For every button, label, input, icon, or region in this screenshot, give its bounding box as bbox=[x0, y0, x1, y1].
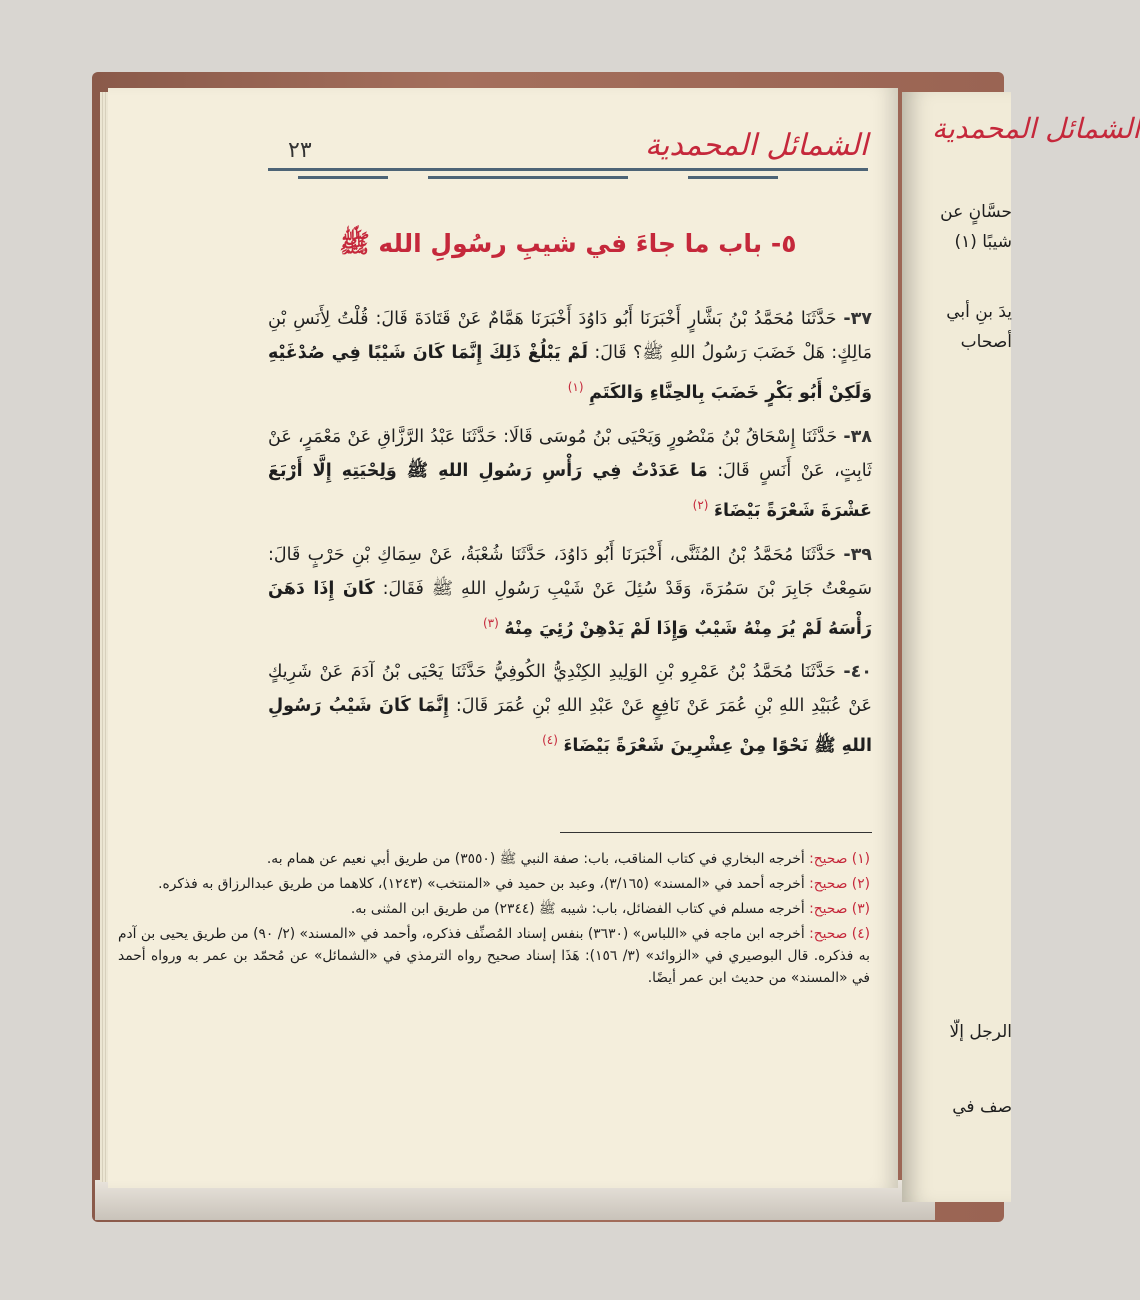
header-rule-segment bbox=[508, 176, 628, 179]
right-text-fragment: أصحاب bbox=[960, 332, 1012, 352]
hadith-number: ٣٨- bbox=[843, 426, 872, 447]
header-rule bbox=[268, 168, 868, 171]
header-rule-segment bbox=[688, 176, 778, 179]
hadith-matn: لَمْ يَبْلُغْ ذَلِكَ إِنَّمَا كَانَ شَيْبًا فِي صُدْغَيْهِ وَلَكِنْ أَبُو بَكْرٍ خَضَبَ بِالحِنَّاءِ وَالكَتَمِ bbox=[268, 343, 872, 403]
right-running-title: الشمائل المحمدية bbox=[932, 112, 1140, 145]
hadith-38 bbox=[268, 420, 872, 528]
footnote-ref: (٢) bbox=[692, 497, 709, 512]
hadith-body bbox=[268, 302, 872, 773]
header-rule-segment bbox=[298, 176, 388, 179]
right-text-fragment: يدَ بنِ أبي bbox=[946, 302, 1012, 322]
hadith-text: حَدَّثَنَا إِسْحَاقُ بْنُ مَنْصُورٍ وَيَحْيَى بْنُ مُوسَى قَالَا: حَدَّثَنَا عَبْدُ الرَّزَّاقِ عَنْ مَعْمَرٍ، عَنْ ثَابِتٍ، عَنْ أَنَسٍ قَالَ: bbox=[268, 426, 872, 481]
footnote-text: أخرجه البخاري في كتاب المناقب، باب: صفة النبي ﷺ (٣٥٥٠) من طريق أبي نعيم عن همام به. bbox=[266, 851, 805, 867]
footnote-label: (٤) صحيح: bbox=[809, 926, 870, 942]
footnote-3 bbox=[118, 898, 870, 920]
footnote-ref: (٣) bbox=[482, 615, 499, 630]
footnote-ref: (١) bbox=[567, 380, 584, 394]
hadith-matn: إِنَّمَا كَانَ شَيْبُ رَسُولِ اللهِ ﷺ نَحْوًا مِنْ عِشْرِينَ شَعْرَةً بَيْضَاءَ bbox=[268, 696, 872, 757]
hadith-text: حَدَّثَنَا مُحَمَّدُ بْنُ بَشَّارٍ أَخْبَرَنَا أَبُو دَاوُدَ أَخْبَرَنَا هَمَّامٌ عَنْ قَتَادَةَ قَالَ: قُلْتُ لِأَنَسِ بْنِ مَالِكٍ: هَلْ خَضَبَ رَسُولُ اللهِ ﷺ؟ قَالَ: bbox=[268, 309, 872, 363]
running-title: الشمائل المحمدية bbox=[644, 128, 868, 163]
hadith-matn: كَانَ إِذَا دَهَنَ رَأْسَهُ لَمْ يُرَ مِنْهُ شَيْبٌ وَإِذَا لَمْ يَدْهِنْ رُئِيَ مِنْهُ bbox=[268, 578, 872, 639]
chapter-heading: ٥- باب ما جاءَ في شيبِ رسُولِ الله ﷺ bbox=[339, 229, 797, 258]
page-number: ٢٣ bbox=[288, 138, 312, 163]
footnote-1 bbox=[118, 848, 870, 870]
footnote-text: أخرجه أحمد في «المسند» (٣/١٦٥)، وعبد بن حميد في «المنتخب» (١٢٤٣)، كلاهما من طريق عبدالرزاق به فذكره. bbox=[158, 876, 805, 892]
hadith-text: حَدَّثَنَا مُحَمَّدُ بْنُ عَمْرِو بْنِ الوَلِيدِ الكِنْدِيُّ الكُوفِيُّ حَدَّثَنَا يَحْيَى بْنُ آدَمَ عَنْ شَرِيكٍ عَنْ عُبَيْدِ اللهِ بْنِ عُمَرَ عَنْ نَافِعٍ عَنْ عَبْدِ اللهِ بْنِ عُمَرَ قَالَ: bbox=[268, 662, 872, 717]
hadith-number: ٣٧- bbox=[843, 309, 872, 329]
right-text-fragment: شيبًا (١) bbox=[954, 232, 1012, 252]
footnote-label: (٢) صحيح: bbox=[809, 876, 870, 892]
hadith-text: حَدَّثَنَا مُحَمَّدُ بْنُ المُثَنَّى، أَخْبَرَنَا أَبُو دَاوُدَ، حَدَّثَنَا شُعْبَةُ، عَنْ سِمَاكِ بْنِ حَرْبٍ قَالَ: سَمِعْتُ جَابِرَ بْنَ سَمُرَةَ، وَقَدْ سُئِلَ عَنْ شَيْبِ رَسُولِ اللهِ ﷺ فَقَالَ: bbox=[268, 544, 872, 599]
hadith-matn: مَا عَدَدْتُ فِي رَأْسِ رَسُولِ اللهِ ﷺ وَلِحْيَتِهِ إِلَّا أَرْبَعَ عَشْرَةَ شَعْرَةً بَيْضَاءَ bbox=[268, 460, 872, 521]
footnote-text: أخرجه مسلم في كتاب الفضائل، باب: شيبه ﷺ (٢٣٤٤) من طريق ابن المثنى به. bbox=[350, 901, 805, 917]
header-rule-segment bbox=[428, 176, 518, 179]
right-page bbox=[902, 92, 1140, 1202]
footnote-label: (١) صحيح: bbox=[809, 851, 870, 867]
footnote-2 bbox=[118, 873, 870, 895]
right-text-fragment: حسَّانٍ عن bbox=[940, 202, 1012, 222]
hadith-number: ٤٠- bbox=[843, 662, 872, 683]
hadith-37 bbox=[268, 302, 872, 410]
hadith-40 bbox=[268, 655, 872, 763]
footnote-label: (٣) صحيح: bbox=[809, 901, 870, 917]
hadith-39 bbox=[268, 538, 872, 646]
right-text-fragment: صف في bbox=[952, 1097, 1012, 1117]
footnote-text: أخرجه ابن ماجه في «اللباس» (٣٦٣٠) بنفس إسناد المُصنِّف فذكره، وأحمد في «المسند» (٢/ ٩٠) من طريق يحيى بن آدم به فذكره. قال البوصيري في «الزوائد» (٣/ ١٥٦): هَذَا إسناد صحيح رواه الترمذي في «الشمائل» عن مُحمّد بن عمر به ورواه أحمد في «المسند» من حديث ابن عمر أيضًا. bbox=[118, 926, 870, 986]
right-text-fragment: الرجل إلّا bbox=[949, 1022, 1012, 1042]
footnote-4 bbox=[118, 923, 870, 989]
hadith-number: ٣٩- bbox=[843, 544, 872, 565]
page-header bbox=[268, 128, 868, 188]
footnotes bbox=[118, 848, 870, 992]
footnote-ref: (٤) bbox=[542, 733, 558, 748]
footnote-divider bbox=[560, 832, 872, 833]
